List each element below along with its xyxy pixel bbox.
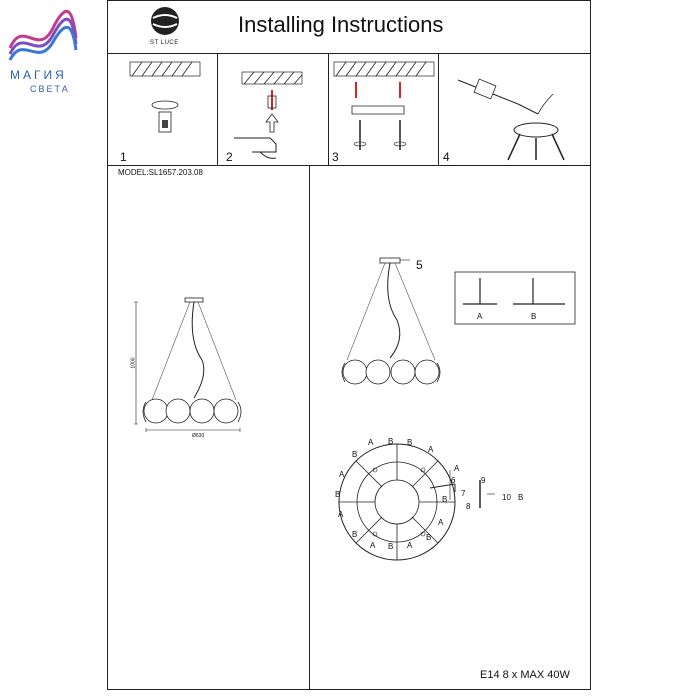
label-b: B — [352, 530, 358, 539]
step-number: 3 — [332, 150, 339, 164]
callout-8: 8 — [466, 502, 471, 511]
label-a: A — [428, 445, 434, 454]
divider — [107, 53, 591, 54]
step4-illustration — [448, 64, 573, 164]
label-b: B — [518, 493, 524, 502]
label-b: B — [531, 312, 537, 321]
watermark-text-1: МАГИЯ — [10, 68, 67, 82]
label-a: A — [407, 541, 413, 550]
height-dimension: 1000 — [130, 357, 137, 369]
label-a: A — [339, 470, 345, 479]
label-a: A — [370, 541, 376, 550]
divider — [107, 165, 591, 166]
diameter-dimension: Ø630 — [192, 433, 205, 439]
label-a: A — [438, 518, 444, 527]
st-luce-logo-icon — [150, 4, 180, 38]
step1-illustration — [130, 62, 200, 142]
label-b: B — [335, 490, 341, 499]
step-number: 4 — [443, 150, 450, 164]
label-b: B — [388, 437, 394, 446]
bulb-spec: E14 8 x MAX 40W — [480, 669, 570, 681]
divider — [328, 53, 329, 165]
chandelier-hanging-drawing — [335, 250, 455, 420]
step2-illustration — [232, 72, 312, 162]
watermark-text-2: СВЕТА — [30, 84, 70, 94]
step3-illustration — [334, 62, 434, 157]
divider — [309, 165, 310, 690]
label-b: B — [407, 438, 413, 447]
chandelier-dimension-drawing — [130, 290, 260, 440]
label-b: B — [352, 450, 358, 459]
label-b: B — [388, 542, 394, 551]
bulb-detail-drawing — [430, 460, 510, 520]
ab-orientation-box — [455, 272, 575, 324]
brand-name: ST LUCE — [150, 40, 179, 46]
step-number: 2 — [226, 150, 233, 164]
label-b: B — [442, 495, 448, 504]
label-a: A — [477, 312, 483, 321]
label-a: A — [338, 510, 344, 519]
label-a: A — [368, 438, 374, 447]
model-number: MODEL:SL1657.203.08 — [118, 168, 203, 177]
divider — [217, 53, 218, 165]
callout-5: 5 — [416, 258, 423, 272]
page-title: Installing Instructions — [238, 12, 444, 37]
divider — [438, 53, 439, 165]
callout-6: 6 — [451, 476, 456, 485]
label-a: A — [454, 464, 460, 473]
callout-10: 10 — [502, 493, 511, 502]
step-number: 1 — [120, 150, 127, 164]
callout-9: 9 — [481, 476, 486, 485]
wave-logo-icon — [8, 8, 78, 63]
label-b: B — [426, 533, 432, 542]
callout-7: 7 — [461, 489, 466, 498]
